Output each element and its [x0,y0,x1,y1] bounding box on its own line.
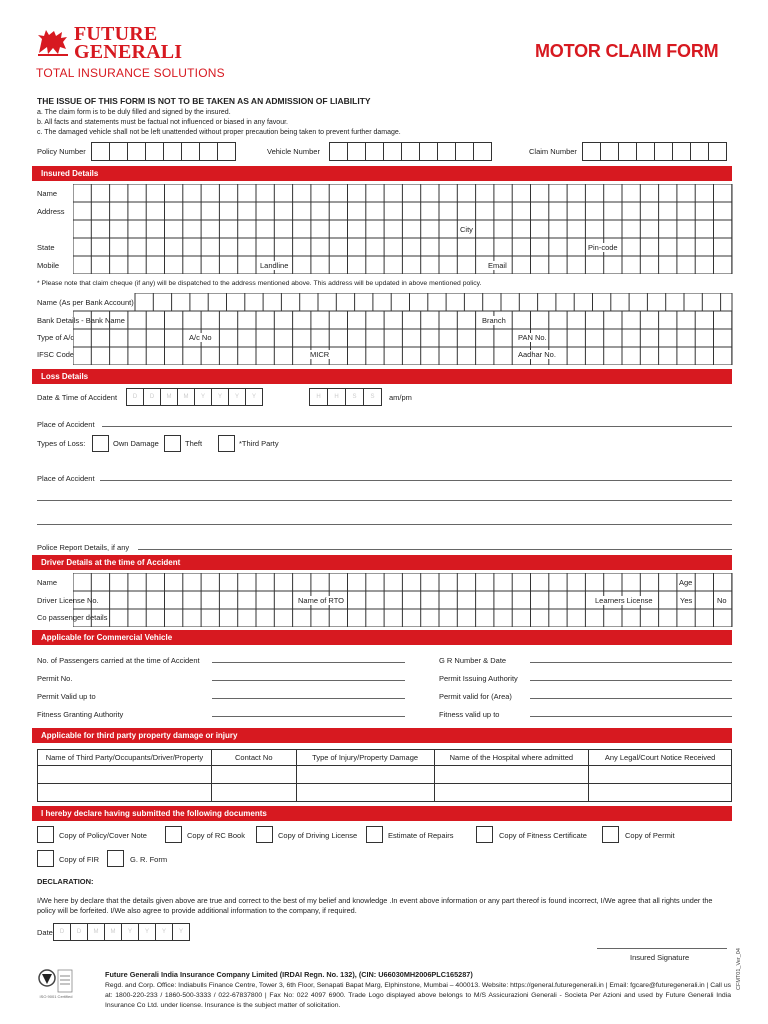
accident-date-field[interactable] [127,388,272,406]
driver-license-label: Driver License No. [37,596,99,605]
date-box: D [53,923,71,941]
micr-label: MICR [310,350,330,359]
gr-form-label: G. R. Form [130,855,168,864]
gr-number-line[interactable] [530,662,732,663]
date-box: Y [228,388,246,406]
learners-yes-label[interactable]: Yes [680,596,693,605]
fitness-valid-line[interactable] [530,716,732,717]
commercial-vehicle-header: Applicable for Commercial Vehicle [32,630,732,645]
form-title: MOTOR CLAIM FORM [535,41,719,61]
date-box: Y [172,923,190,941]
branch-label: Branch [482,316,506,325]
form-code: CFMT01_Ver_04 [736,948,742,990]
time-box: H [327,388,346,406]
police-report-label: Police Report Details, if any [37,543,130,552]
third-party-label: *Third Party [239,439,279,448]
repair-estimate-label: Estimate of Repairs [388,831,454,840]
notice-point-c: c. The damaged vehicle shall not be left unattended without proper precaution being taken to prevent further damage. [37,129,401,136]
policy-number-label: Policy Number [37,147,86,156]
fitness-valid-label: Fitness valid up to [439,710,500,719]
permit-area-line[interactable] [530,698,732,699]
claim-number-label: Claim Number [529,147,577,156]
passengers-line[interactable] [212,662,405,663]
notice-heading: THE ISSUE OF THIS FORM IS NOT TO BE TAKEN AS AN ADMISSION OF LIABILITY [37,96,371,106]
insured-address-label: Address [37,207,65,216]
place-of-accident-line[interactable] [102,426,732,427]
ifsc-label: IFSC Code [37,350,75,359]
table-header-row [38,750,732,766]
bank-grid[interactable] [73,293,733,365]
column-header: Name of Third Party/Occupants/Driver/Property [38,750,212,766]
date-box: Y [138,923,156,941]
pan-label: PAN No. [518,333,547,342]
rto-label: Name of RTO [298,596,344,605]
documents-header: I hereby declare having submitted the following documents [32,806,732,821]
fitness-authority-line[interactable] [212,716,405,717]
claim-number-field[interactable] [583,142,732,161]
learners-no-label[interactable]: No [717,596,727,605]
loss-details-header: Loss Details [32,369,732,384]
permit-copy-label: Copy of Permit [625,831,675,840]
third-party-header: Applicable for third party property damage or injury [32,728,732,743]
certification-icon [36,966,76,1008]
permit-no-label: Permit No. [37,674,73,683]
repair-estimate-checkbox[interactable] [366,826,383,843]
permit-authority-label: Permit Issuing Authority [439,674,518,683]
account-number-label: A/c No [189,333,212,342]
insured-details-header: Insured Details [32,166,732,181]
company-name-line2: GENERALI [74,41,183,63]
policy-copy-label: Copy of Policy/Cover Note [59,831,147,840]
footer-company-line: Future Generali India Insurance Company Limited (IRDAI Regn. No. 132), (CIN: U66030MH2006PLC165287) [105,970,473,979]
time-box: S [345,388,364,406]
company-tagline: TOTAL INSURANCE SOLUTIONS [36,66,225,80]
driver-name-label: Name [37,578,58,587]
date-box: Y [245,388,263,406]
date-box: Y [194,388,212,406]
insured-grid[interactable] [73,184,733,274]
third-party-table [37,749,732,802]
insured-email-label: Email [488,261,507,270]
fitness-certificate-checkbox[interactable] [476,826,493,843]
place-of-accident-label: Place of Accident [37,420,95,429]
date-time-label: Date & Time of Accident [37,393,118,402]
fir-copy-checkbox[interactable] [37,850,54,867]
date-box: M [177,388,195,406]
fitness-certificate-label: Copy of Fitness Certificate [499,831,587,840]
own-damage-label: Own Damage [113,439,159,448]
table-row[interactable] [38,784,732,802]
column-header: Any Legal/Court Notice Received [589,750,732,766]
notice-point-b: b. All facts and statements must be factual not influenced or biased in any favour. [37,119,288,126]
cheque-note: * Please note that claim cheque (if any) will be dispatched to the address mentioned above. This address will be updated in above mentioned policy. [37,280,482,287]
declaration-heading: DECLARATION: [37,877,94,886]
driver-details-header: Driver Details at the time of Accident [32,555,732,570]
declaration-text: I/We here by declare that the details given above are true and correct to the best of my belief and knowledge .In event above information or any part thereof is found incorrect, I/We agree that all rights under the policy will be forfeited. I/We also agree to provide additional information to the company, if required. [37,896,713,915]
company-logo [36,25,236,83]
policy-number-field[interactable] [92,142,238,161]
column-header: Type of Injury/Property Damage [296,750,434,766]
driving-license-checkbox[interactable] [256,826,273,843]
permit-no-line[interactable] [212,680,405,681]
date-box: M [104,923,122,941]
theft-label: Theft [185,439,203,448]
police-report-line[interactable] [138,549,732,550]
third-party-checkbox[interactable] [218,435,235,452]
passengers-label: No. of Passengers carried at the time of Accident [37,656,200,665]
accident-time-field[interactable] [310,388,383,406]
accident-description-line[interactable] [100,480,732,481]
date-box: M [87,923,105,941]
theft-checkbox[interactable] [164,435,181,452]
insured-pincode-label: Pin-code [588,243,618,252]
learners-license-label: Learners License [595,596,653,605]
column-header: Contact No [211,750,296,766]
gr-form-checkbox[interactable] [107,850,124,867]
permit-authority-line[interactable] [530,680,732,681]
vehicle-number-label: Vehicle Number [267,147,320,156]
notice-point-a: a. The claim form is to be duly filled and signed by the insured. [37,109,231,116]
accident-description-line[interactable] [37,500,732,501]
date-box: M [160,388,178,406]
insured-name-label: Name [37,189,58,198]
date-box: D [143,388,161,406]
badge-text: ISO 9001 Certified [39,994,73,999]
time-box: H [309,388,328,406]
insured-landline-label: Landline [260,261,289,270]
driving-license-label: Copy of Driving License [278,831,358,840]
column-header: Name of the Hospital where admitted [434,750,589,766]
footer-address-block: Regd. and Corp. Office: Indiabulls Finance Centre, Tower 3, 6th Floor, Senapati Bapat Marg, Elphinstone, Mumbai – 400013. Website: https://general.futuregenerali.in | Email: fgcare@futuregenerali.in | Call us at: 1800-220-233 / 1860-500-3333 / 022-67837800 | Fax No: 022 4097 6900. Trade Logo displayed above belongs to M/S Assicurazioni Generali - Societa Per Azioni and used by Future Generali India Insurance Co Ltd. under license. Insurance is the subject matter of solicitation. [105,982,731,1009]
date-box: Y [211,388,229,406]
company-name-line1: FUTURE [74,23,158,45]
permit-valid-line[interactable] [212,698,405,699]
permit-copy-checkbox[interactable] [602,826,619,843]
date-box: Y [121,923,139,941]
certification-badge [36,966,76,1008]
insured-state-label: State [37,243,55,252]
time-box: S [363,388,382,406]
insured-city-label: City [460,225,473,234]
fir-copy-label: Copy of FIR [59,855,100,864]
signature-label: Insured Signature [630,953,690,962]
accident-description-line[interactable] [37,524,732,525]
signature-line[interactable] [597,948,727,949]
lion-emblem-icon [36,27,70,57]
age-label: Age [679,578,693,587]
ampm-label: am/pm [389,393,412,402]
co-passenger-label: Co passenger details [37,613,108,622]
bank-name-label: Bank Details - Bank Name [37,316,125,325]
date-box: D [70,923,88,941]
permit-valid-label: Permit Valid up to [37,692,96,701]
account-type-label: Type of A/c [37,333,75,342]
permit-area-label: Permit valid for (Area) [439,692,512,701]
date-label: Date [37,928,53,937]
policy-copy-checkbox[interactable] [37,826,54,843]
declaration-date-field[interactable] [54,923,199,941]
aadhar-label: Aadhar No. [518,350,556,359]
vehicle-number-field[interactable] [330,142,493,161]
gr-number-label: G R Number & Date [439,656,507,665]
insured-mobile-label: Mobile [37,261,60,270]
types-of-loss-label: Types of Loss: [37,439,86,448]
rc-book-checkbox[interactable] [165,826,182,843]
fitness-authority-label: Fitness Granting Authority [37,710,124,719]
date-box: Y [155,923,173,941]
rc-book-label: Copy of RC Book [187,831,245,840]
own-damage-checkbox[interactable] [92,435,109,452]
table-row[interactable] [38,766,732,784]
bank-account-name-label: Name (As per Bank Account) [37,298,134,307]
place-of-accident-label-2: Place of Accident [37,474,95,483]
date-box: D [126,388,144,406]
